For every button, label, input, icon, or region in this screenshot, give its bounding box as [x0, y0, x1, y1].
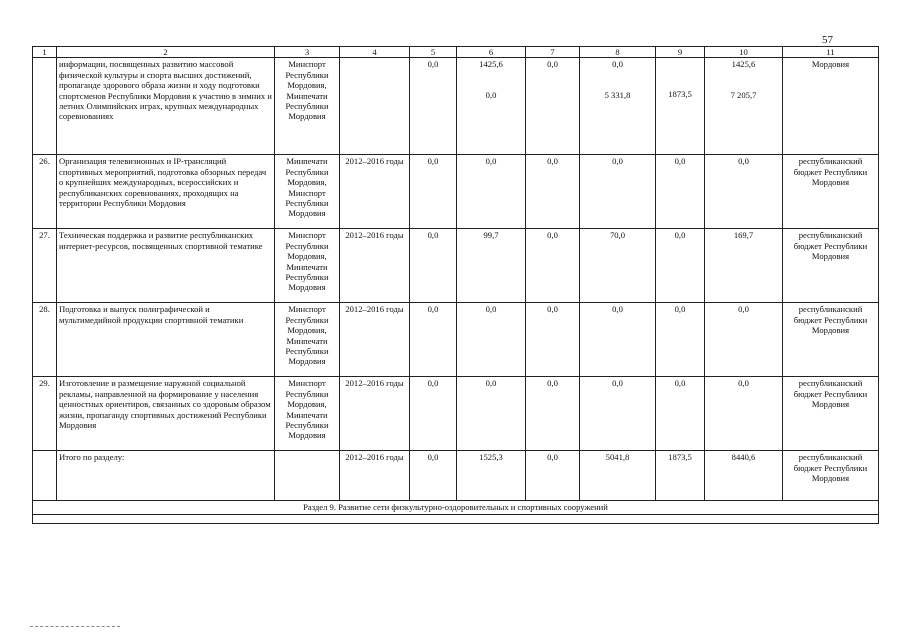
row-period: 2012–2016 годы [340, 377, 410, 451]
row-executor: Минспорт Республики Мордовия, Минпечати Республики Мордовия [275, 58, 340, 155]
row-period [340, 58, 410, 155]
value-cell: 169,7 [705, 229, 783, 303]
value-cell: 0,0 [526, 451, 580, 501]
value-cell: 0,0 [410, 451, 457, 501]
value-cell: 70,0 [580, 229, 656, 303]
header-cell: 4 [340, 47, 410, 58]
row-period: 2012–2016 годы [340, 451, 410, 501]
value-cell: 1525,3 [457, 451, 526, 501]
value-cell: 1873,5 [656, 451, 705, 501]
row-period: 2012–2016 годы [340, 155, 410, 229]
column-number-header [33, 47, 879, 58]
value-cell: 0,0 [410, 155, 457, 229]
value-line: 0,0 [612, 59, 623, 70]
page-number: 57 [822, 34, 833, 46]
row-executor: Минспорт Республики Мордовия, Минпечати Республики Мордовия [275, 377, 340, 451]
row-number: 29. [33, 377, 57, 451]
value-cell: 0,0 [526, 229, 580, 303]
row-executor: Минпечати Республики Мордовия, Минспорт Республики Мордовия [275, 155, 340, 229]
value-line: 5 331,8 [604, 89, 631, 100]
row-funding-source: республиканский бюджет Республики Мордовия [783, 155, 879, 229]
value-cell: 0,0 [705, 377, 783, 451]
value-cell: 99,7 [457, 229, 526, 303]
row-funding-source: республиканский бюджет Республики Мордовия [783, 303, 879, 377]
divider [30, 626, 120, 627]
value-cell: 0,0 [580, 377, 656, 451]
section-heading-row [33, 501, 879, 514]
value-cell: 0,0 [410, 303, 457, 377]
value-cell: 0,0 [705, 155, 783, 229]
value-cell [705, 58, 783, 155]
row-funding-source: республиканский бюджет Республики Мордовия [783, 229, 879, 303]
table-row [33, 58, 879, 155]
row-period: 2012–2016 годы [340, 303, 410, 377]
row-number: 28. [33, 303, 57, 377]
value-cell: 0,0 [410, 377, 457, 451]
header-cell: 5 [410, 47, 457, 58]
section-title: Раздел 9. Развитие сети физкультурно-оздоровительных и спортивных сооружений [33, 501, 879, 514]
header-cell: 3 [275, 47, 340, 58]
value-cell: 0,0 [526, 155, 580, 229]
header-cell: 11 [783, 47, 879, 58]
table-row [33, 377, 879, 451]
row-description: Изготовление и размещение наружной социальной рекламы, направленной на формирование у населения ценностных ориентиров, связанных со здоровым образом жизни, пропаганду спортивных достижений Республики Мордовия [57, 377, 275, 451]
value-line: 0,0 [485, 89, 497, 100]
row-funding-source: Мордовия [783, 58, 879, 155]
row-funding-source: республиканский бюджет Республики Мордовия [783, 377, 879, 451]
table-row [33, 303, 879, 377]
value-cell: 0,0 [526, 303, 580, 377]
row-description: информации, посвященных развитию массовой физической культуры и спорта высших достижений, пропаганде здорового образа жизни и ходу подготовки спортсменов Республики Мордовия к участию в зимних и летних Олимпийских играх, крупных международных соревнованиях [57, 58, 275, 155]
row-executor: Минспорт Республики Мордовия, Минпечати Республики Мордовия [275, 303, 340, 377]
value-cell [580, 58, 656, 155]
value-cell: 5041,8 [580, 451, 656, 501]
row-description: Подготовка и выпуск полиграфической и мультимедийной продукции спортивной тематики [57, 303, 275, 377]
row-number [33, 58, 57, 155]
header-cell: 7 [526, 47, 580, 58]
value-cell: 0,0 [526, 58, 580, 155]
value-cell: 0,0 [656, 303, 705, 377]
value-line: 1425,6 [731, 59, 756, 70]
header-cell: 9 [656, 47, 705, 58]
value-cell: 0,0 [526, 377, 580, 451]
row-executor: Минспорт Республики Мордовия, Минпечати Республики Мордовия [275, 229, 340, 303]
value-cell: 0,0 [457, 377, 526, 451]
value-cell: 0,0 [705, 303, 783, 377]
value-cell [656, 58, 705, 155]
header-cell: 2 [57, 47, 275, 58]
value-line: 7 205,7 [730, 89, 757, 100]
value-cell: 8440,6 [705, 451, 783, 501]
value-cell: 0,0 [580, 303, 656, 377]
value-cell: 0,0 [656, 377, 705, 451]
row-period: 2012–2016 годы [340, 229, 410, 303]
value-cell: 0,0 [457, 303, 526, 377]
header-cell: 10 [705, 47, 783, 58]
header-cell: 6 [457, 47, 526, 58]
value-cell: 0,0 [410, 229, 457, 303]
table-row [33, 229, 879, 303]
value-cell: 0,0 [410, 58, 457, 155]
header-cell: 1 [33, 47, 57, 58]
value-cell: 0,0 [457, 155, 526, 229]
value-cell [457, 58, 526, 155]
value-line: 1425,6 [479, 59, 503, 70]
value-line: 1873,5 [668, 89, 692, 100]
header-cell: 8 [580, 47, 656, 58]
table-row [33, 155, 879, 229]
row-description: Техническая поддержка и развитие республиканских интернет-ресурсов, посвященных спортивной тематике [57, 229, 275, 303]
value-cell: 0,0 [656, 155, 705, 229]
row-funding-source: республиканский бюджет Республики Мордовия [783, 451, 879, 501]
value-cell: 0,0 [656, 229, 705, 303]
row-number: 27. [33, 229, 57, 303]
row-description: Организация телевизионных и IP-трансляций спортивных мероприятий, подготовка обзорных передач о крупнейших международных, всероссийских и республиканских соревнованиях, проходящих на территории Республики Мордовия [57, 155, 275, 229]
row-number: 26. [33, 155, 57, 229]
total-label: Итого по разделу: [57, 451, 275, 501]
total-row [33, 451, 879, 501]
value-cell: 0,0 [580, 155, 656, 229]
program-table [32, 46, 879, 524]
